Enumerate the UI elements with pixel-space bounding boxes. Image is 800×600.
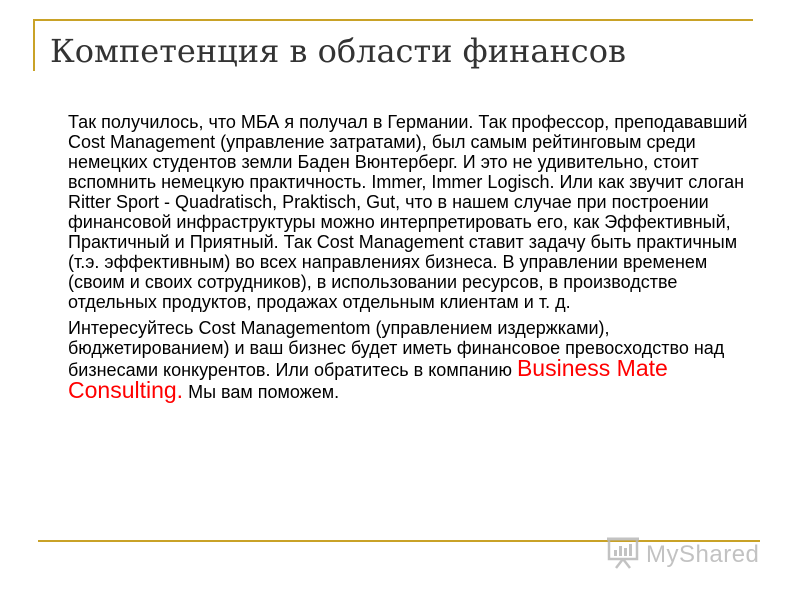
paragraph-2-lead: Интересуйтесь Cost Managementom (управлением издержками), бюджетированием) и ваш бизнес будет иметь финансовое превосходство над бизнесами конкурентов. Или обратитесь в компанию bbox=[68, 318, 725, 380]
watermark-text: MyShared bbox=[646, 541, 760, 568]
left-rule bbox=[33, 19, 35, 71]
body-paragraph-2 bbox=[68, 318, 768, 402]
top-rule bbox=[33, 19, 753, 21]
slide-title: Компетенция в области финансов bbox=[50, 32, 626, 70]
body-paragraph-1: Так получилось, что МБА я получал в Германии. Так профессор, преподававший Cost Management (управление затратами), был самым рейтинговым среди немецких студентов земли Баден Вюнтерберг. И это не удивительно, стоит вспомнить немецкую практичность. Immer, Immer Logisch. Или как звучит слоган Ritter Sport - Quadratisch, Praktisch, Gut, что в нашем случае при построении финансовой инфраструктуры можно интерпретировать его, как Эффективный, Практичный и Приятный. Так Cost Management ставит задачу быть практичным (т.э. эффективным) во всех направлениях бизнеса. В управлении временем (своим и своих сотрудников), в использовании ресурсов, в производстве отдельных продуктов, продажах отдельным клиентам и т. д. bbox=[68, 112, 748, 312]
slide-body bbox=[68, 112, 768, 408]
watermark bbox=[606, 538, 759, 572]
company-name: Business Mate Consulting. bbox=[68, 355, 668, 403]
presentation-board-icon bbox=[606, 536, 642, 575]
paragraph-2-tail: Мы вам поможем. bbox=[183, 382, 340, 402]
